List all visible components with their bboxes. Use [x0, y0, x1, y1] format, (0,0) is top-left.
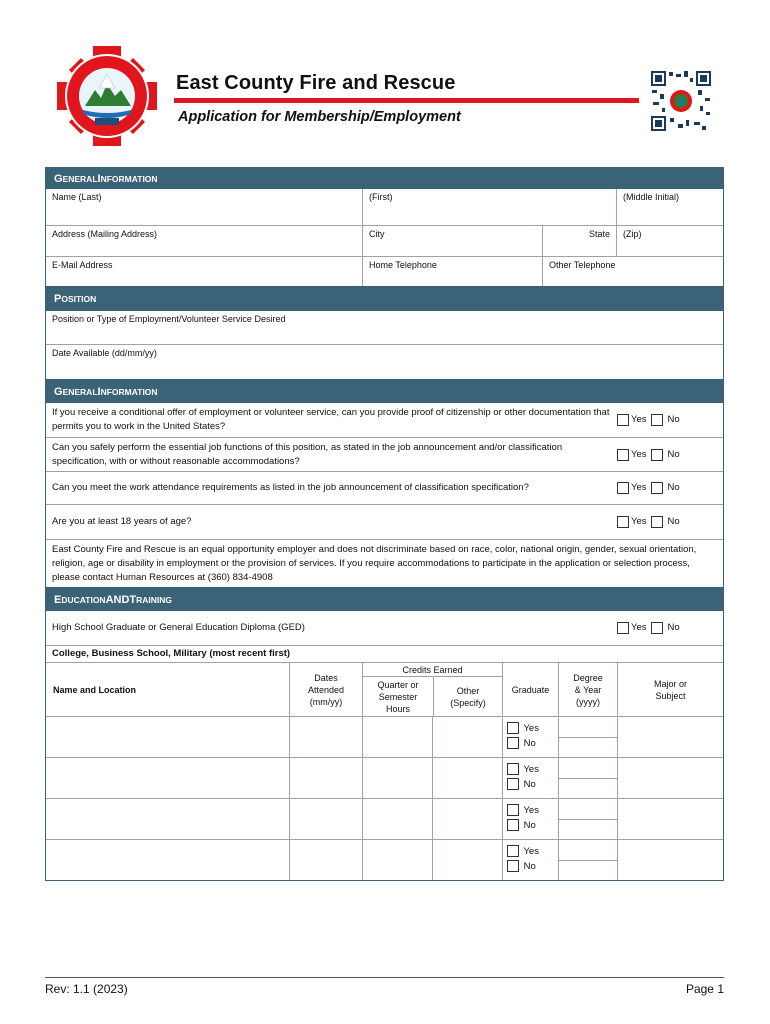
name-first-field[interactable] — [362, 189, 616, 225]
other-cell[interactable] — [432, 758, 502, 798]
yes-no-group: Yes No — [617, 406, 717, 434]
section-general-information-2: G ENERAL I NFORMATION — [46, 379, 723, 403]
education-table-header — [46, 662, 723, 716]
city-field[interactable] — [362, 226, 542, 256]
no-checkbox[interactable] — [507, 778, 519, 790]
zip-field[interactable] — [616, 226, 723, 256]
col-degree-year: Degree & Year (yyyy) — [558, 663, 617, 716]
yes-checkbox[interactable] — [617, 516, 629, 528]
city-label: City — [369, 229, 385, 239]
col-dates-attended: Dates Attended (mm/yy) — [289, 663, 362, 716]
name-location-cell[interactable] — [46, 799, 289, 839]
dates-attended-cell[interactable] — [289, 717, 362, 757]
dates-attended-cell[interactable] — [289, 758, 362, 798]
date-available-label: Date Available (dd/mm/yy) — [52, 348, 157, 358]
yes-no-group: Yes No — [617, 515, 717, 529]
middle-initial-label: (Middle Initial) — [623, 192, 680, 202]
no-checkbox[interactable] — [507, 819, 519, 831]
yes-checkbox[interactable] — [617, 622, 629, 634]
no-checkbox[interactable] — [507, 860, 519, 872]
yes-checkbox[interactable] — [507, 804, 519, 816]
home-phone-label: Home Telephone — [369, 260, 437, 270]
degree-year-cell[interactable] — [558, 799, 617, 839]
page-number: Page 1 — [685, 982, 724, 996]
col-major: Major or Subject — [617, 663, 723, 716]
revision-label: Rev: 1.1 (2023) — [45, 982, 128, 996]
col-credits-earned — [362, 663, 502, 716]
question-job-functions — [46, 437, 723, 471]
eeo-statement — [46, 539, 723, 587]
question-age — [46, 504, 723, 539]
name-row — [46, 189, 723, 225]
yes-checkbox[interactable] — [617, 482, 629, 494]
major-cell[interactable] — [617, 799, 723, 839]
education-row — [46, 757, 723, 798]
name-last-label: Name (Last) — [52, 192, 102, 202]
graduate-cell: Yes No — [502, 799, 558, 839]
col-graduate: Graduate — [502, 663, 558, 716]
section-general-information: G ENERAL I NFORMATION — [46, 168, 723, 189]
footer-divider — [45, 977, 724, 978]
position-desired-label: Position or Type of Employment/Volunteer Service Desired — [52, 314, 286, 324]
quarter-hours-cell[interactable] — [362, 799, 432, 839]
col-name-location: Name and Location — [53, 684, 137, 695]
date-available-field[interactable] — [46, 345, 723, 379]
state-field[interactable] — [542, 226, 616, 256]
other-cell[interactable] — [432, 717, 502, 757]
quarter-hours-cell[interactable] — [362, 758, 432, 798]
other-phone-label: Other Telephone — [549, 260, 616, 270]
major-cell[interactable] — [617, 840, 723, 880]
other-phone-field[interactable] — [542, 257, 723, 286]
no-checkbox[interactable] — [651, 516, 663, 528]
middle-initial-field[interactable] — [616, 189, 723, 225]
other-cell[interactable] — [432, 799, 502, 839]
question-text: High School Graduate or General Education Diploma (GED) — [52, 622, 305, 633]
yes-no-group: Yes No — [617, 621, 717, 635]
yes-no-group: Yes No — [617, 441, 717, 468]
col-quarter-hours: Quarter or Semester Hours — [377, 679, 419, 714]
no-checkbox[interactable] — [651, 449, 663, 461]
date-available-row — [46, 344, 723, 379]
dates-attended-cell[interactable] — [289, 840, 362, 880]
degree-year-cell[interactable] — [558, 758, 617, 798]
yes-checkbox[interactable] — [507, 763, 519, 775]
yes-checkbox[interactable] — [507, 845, 519, 857]
graduate-cell: Yes No — [502, 717, 558, 757]
yes-checkbox[interactable] — [617, 449, 629, 461]
graduate-cell: Yes No — [502, 758, 558, 798]
address-row — [46, 225, 723, 256]
question-high-school — [46, 611, 723, 645]
yes-checkbox[interactable] — [617, 414, 629, 426]
name-last-field[interactable] — [46, 189, 362, 225]
name-location-cell[interactable] — [46, 840, 289, 880]
no-checkbox[interactable] — [651, 414, 663, 426]
eeo-statement-text: East County Fire and Rescue is an equal opportunity employer and does not discriminate based on race, color, national origin, gender, sexual orientation, religion, age or disability in employment or the provision of services. If you require accommodations to participate in the application or selection process, please contact Human Resources at (360) 834-4908 — [52, 544, 697, 583]
zip-label: (Zip) — [623, 229, 642, 239]
education-row — [46, 716, 723, 757]
no-checkbox[interactable] — [651, 482, 663, 494]
yes-no-group: Yes No — [617, 481, 717, 495]
position-row — [46, 311, 723, 344]
name-first-label: (First) — [369, 192, 393, 202]
no-checkbox[interactable] — [651, 622, 663, 634]
college-label: College, Business School, Military (most recent first) — [52, 648, 291, 659]
name-location-cell[interactable] — [46, 717, 289, 757]
address-field[interactable] — [46, 226, 362, 256]
education-row — [46, 798, 723, 839]
fire-department-logo — [55, 44, 159, 148]
col-other: Other (Specify) — [433, 677, 502, 716]
graduate-cell: Yes No — [502, 840, 558, 880]
other-cell[interactable] — [432, 840, 502, 880]
college-label-row — [46, 645, 723, 662]
degree-year-cell[interactable] — [558, 840, 617, 880]
major-cell[interactable] — [617, 758, 723, 798]
form-title: Application for Membership/Employment — [178, 109, 461, 125]
question-text: Are you at least 18 years of age? — [52, 516, 192, 527]
section-position: P OSITION — [46, 286, 723, 311]
home-phone-field[interactable] — [362, 257, 542, 286]
credits-earned-label: Credits Earned — [363, 663, 502, 677]
application-form — [45, 167, 724, 881]
question-citizenship — [46, 403, 723, 437]
question-text: Can you safely perform the essential job functions of this position, as stated in the job announcement and/or classification specification, with or without reasonable accommodations? — [52, 442, 563, 467]
name-location-cell[interactable] — [46, 758, 289, 798]
form-header — [0, 0, 770, 160]
title-underline — [174, 98, 639, 103]
question-text: Can you meet the work attendance requirements as listed in the job announcement of classification specification? — [52, 482, 529, 493]
quarter-hours-cell[interactable] — [362, 717, 432, 757]
quarter-hours-cell[interactable] — [362, 840, 432, 880]
yes-checkbox[interactable] — [507, 722, 519, 734]
email-label: E-Mail Address — [52, 260, 113, 270]
contact-row — [46, 256, 723, 286]
major-cell[interactable] — [617, 717, 723, 757]
qr-code — [650, 70, 712, 132]
no-checkbox[interactable] — [507, 737, 519, 749]
email-field[interactable] — [46, 257, 362, 286]
section-education-training: E DUCATION AND T RAINING — [46, 587, 723, 611]
position-desired-field[interactable] — [46, 311, 723, 344]
state-label: State — [588, 229, 610, 239]
degree-year-cell[interactable] — [558, 717, 617, 757]
question-text: If you receive a conditional offer of employment or volunteer service, can you provide proof of citizenship or other documentation that permits you to work in the United States? — [52, 407, 610, 432]
education-row — [46, 839, 723, 880]
address-label: Address (Mailing Address) — [52, 229, 158, 239]
organization-title: East County Fire and Rescue — [176, 72, 456, 94]
dates-attended-cell[interactable] — [289, 799, 362, 839]
question-attendance — [46, 471, 723, 504]
